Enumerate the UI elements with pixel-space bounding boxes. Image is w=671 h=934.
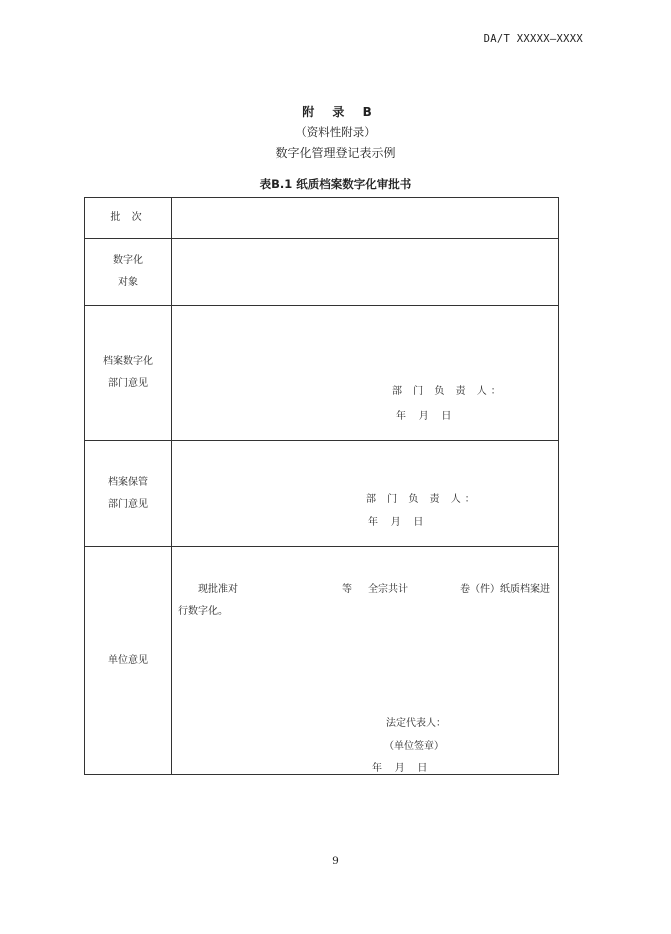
responsible-label: 部 门 负 责 人：	[392, 386, 505, 397]
value-unit-opinion	[172, 547, 559, 775]
table-row-unit-opinion	[85, 547, 559, 775]
responsible-label: 部 门 负 责 人：	[366, 494, 479, 505]
label-object: 数字化 对象	[85, 239, 172, 306]
label-digitization-dept: 档案数字化 部门意见	[85, 306, 172, 441]
value-digitization-dept	[172, 306, 559, 441]
date-label: 年 月 日	[372, 763, 428, 774]
approval-text-part1: 现批准对	[198, 584, 238, 595]
seal-label: （单位签章）	[384, 741, 444, 752]
table-row-custody-dept	[85, 441, 559, 547]
appendix-nature: （资料性附录）	[295, 125, 376, 139]
approval-form-table	[84, 197, 559, 775]
approval-text-part3: 全宗共计	[368, 584, 408, 595]
label-unit-opinion: 单位意见	[85, 547, 172, 775]
date-label: 年 月 日	[396, 411, 452, 422]
table-caption: 表B.1 纸质档案数字化审批书	[259, 177, 412, 191]
appendix-title: 数字化管理登记表示例	[275, 146, 396, 160]
table-row-digitization-dept	[85, 306, 559, 441]
value-batch	[172, 198, 559, 239]
approval-text-line2: 行数字化。	[178, 606, 228, 617]
value-object	[172, 239, 559, 306]
label-batch: 批 次	[85, 198, 172, 239]
standard-code: DA/T XXXXX—XXXX	[483, 33, 583, 45]
page-number: 9	[332, 855, 339, 867]
approval-text-part4: 卷（件）纸质档案进	[460, 584, 550, 595]
table-row-object	[85, 239, 559, 306]
legal-rep-label: 法定代表人：	[386, 718, 446, 729]
approval-text-part2: 等	[342, 584, 352, 595]
appendix-heading	[0, 103, 671, 161]
appendix-label: 附 录 B	[302, 105, 379, 119]
value-custody-dept	[172, 441, 559, 547]
table-row-batch	[85, 198, 559, 239]
date-label: 年 月 日	[368, 517, 424, 528]
label-custody-dept: 档案保管 部门意见	[85, 441, 172, 547]
